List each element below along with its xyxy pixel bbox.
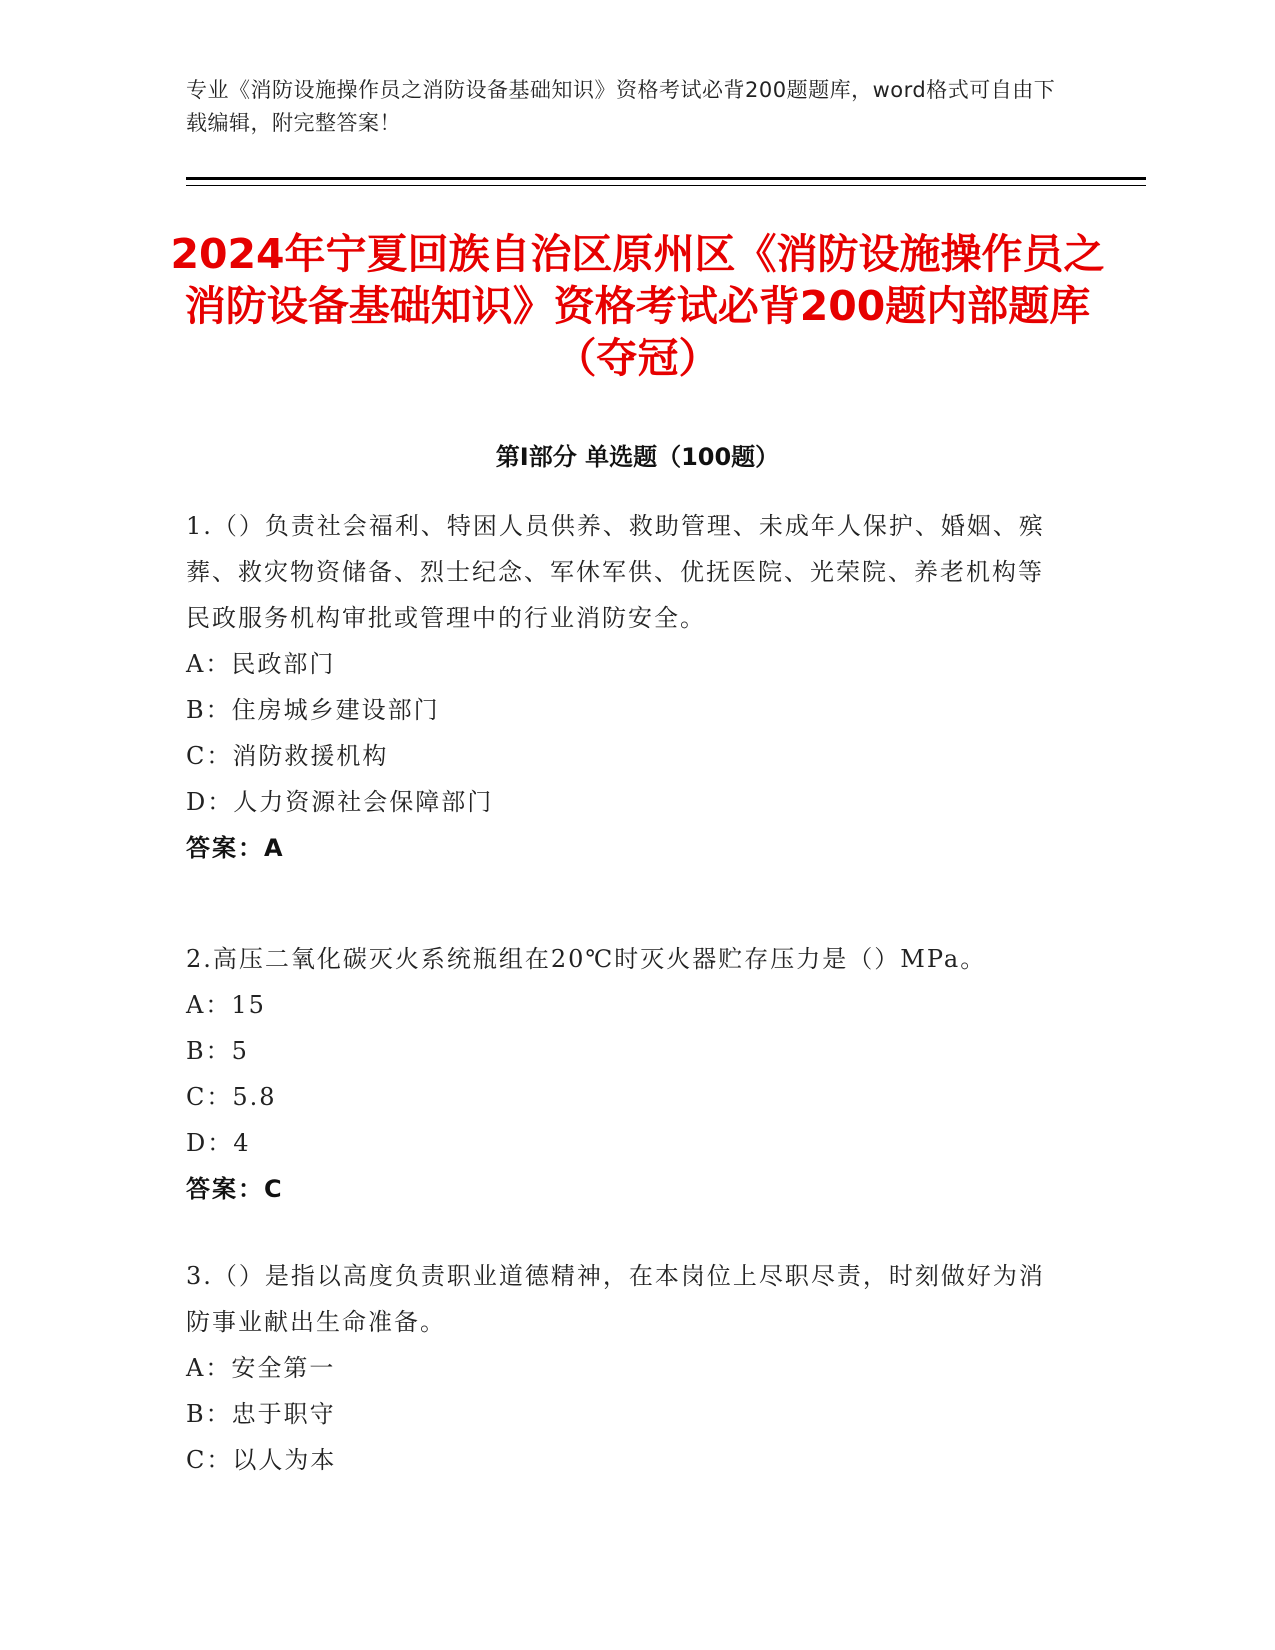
header-rule-thin — [186, 185, 1146, 186]
option-c: C：消防救援机构 — [186, 742, 389, 770]
question-1 — [186, 503, 1066, 871]
header-note: 专业《消防设施操作员之消防设备基础知识》资格考试必背200题题库，word格式可自由下载编辑，附完整答案！ — [186, 78, 1056, 135]
option-a: A：安全第一 — [186, 1354, 336, 1382]
question-2 — [186, 936, 1066, 1212]
option-b: B：忠于职守 — [186, 1400, 336, 1428]
question-3 — [186, 1253, 1066, 1483]
header-rule-thick — [186, 177, 1146, 180]
answer: 答案：A — [186, 834, 285, 862]
option-a: A：15 — [186, 991, 266, 1019]
option-b: B：住房城乡建设部门 — [186, 696, 440, 724]
option-a: A：民政部门 — [186, 650, 336, 678]
option-c: C：以人为本 — [186, 1446, 337, 1474]
question-stem: 2.高压二氧化碳灭火系统瓶组在20℃时灭火器贮存压力是（）MPa。 — [186, 945, 987, 973]
section-title: 第Ⅰ部分 单选题（100题） — [495, 443, 780, 471]
option-c: C：5.8 — [186, 1083, 277, 1111]
document-title: 2024年宁夏回族自治区原州区《消防设施操作员之消防设备基础知识》资格考试必背200题内部题库（夺冠） — [170, 230, 1105, 382]
option-d: D：4 — [186, 1129, 251, 1157]
option-d: D：人力资源社会保障部门 — [186, 788, 494, 816]
question-stem: 1.（）负责社会福利、特困人员供养、救助管理、未成年人保护、婚姻、殡葬、救灾物资储备、烈士纪念、军休军供、优抚医院、光荣院、养老机构等民政服务机构审批或管理中的行业消防安全。 — [186, 512, 1045, 632]
question-stem: 3.（）是指以高度负责职业道德精神，在本岗位上尽职尽责，时刻做好为消防事业献出生命准备。 — [186, 1262, 1045, 1336]
answer: 答案：C — [186, 1175, 284, 1203]
option-b: B：5 — [186, 1037, 249, 1065]
